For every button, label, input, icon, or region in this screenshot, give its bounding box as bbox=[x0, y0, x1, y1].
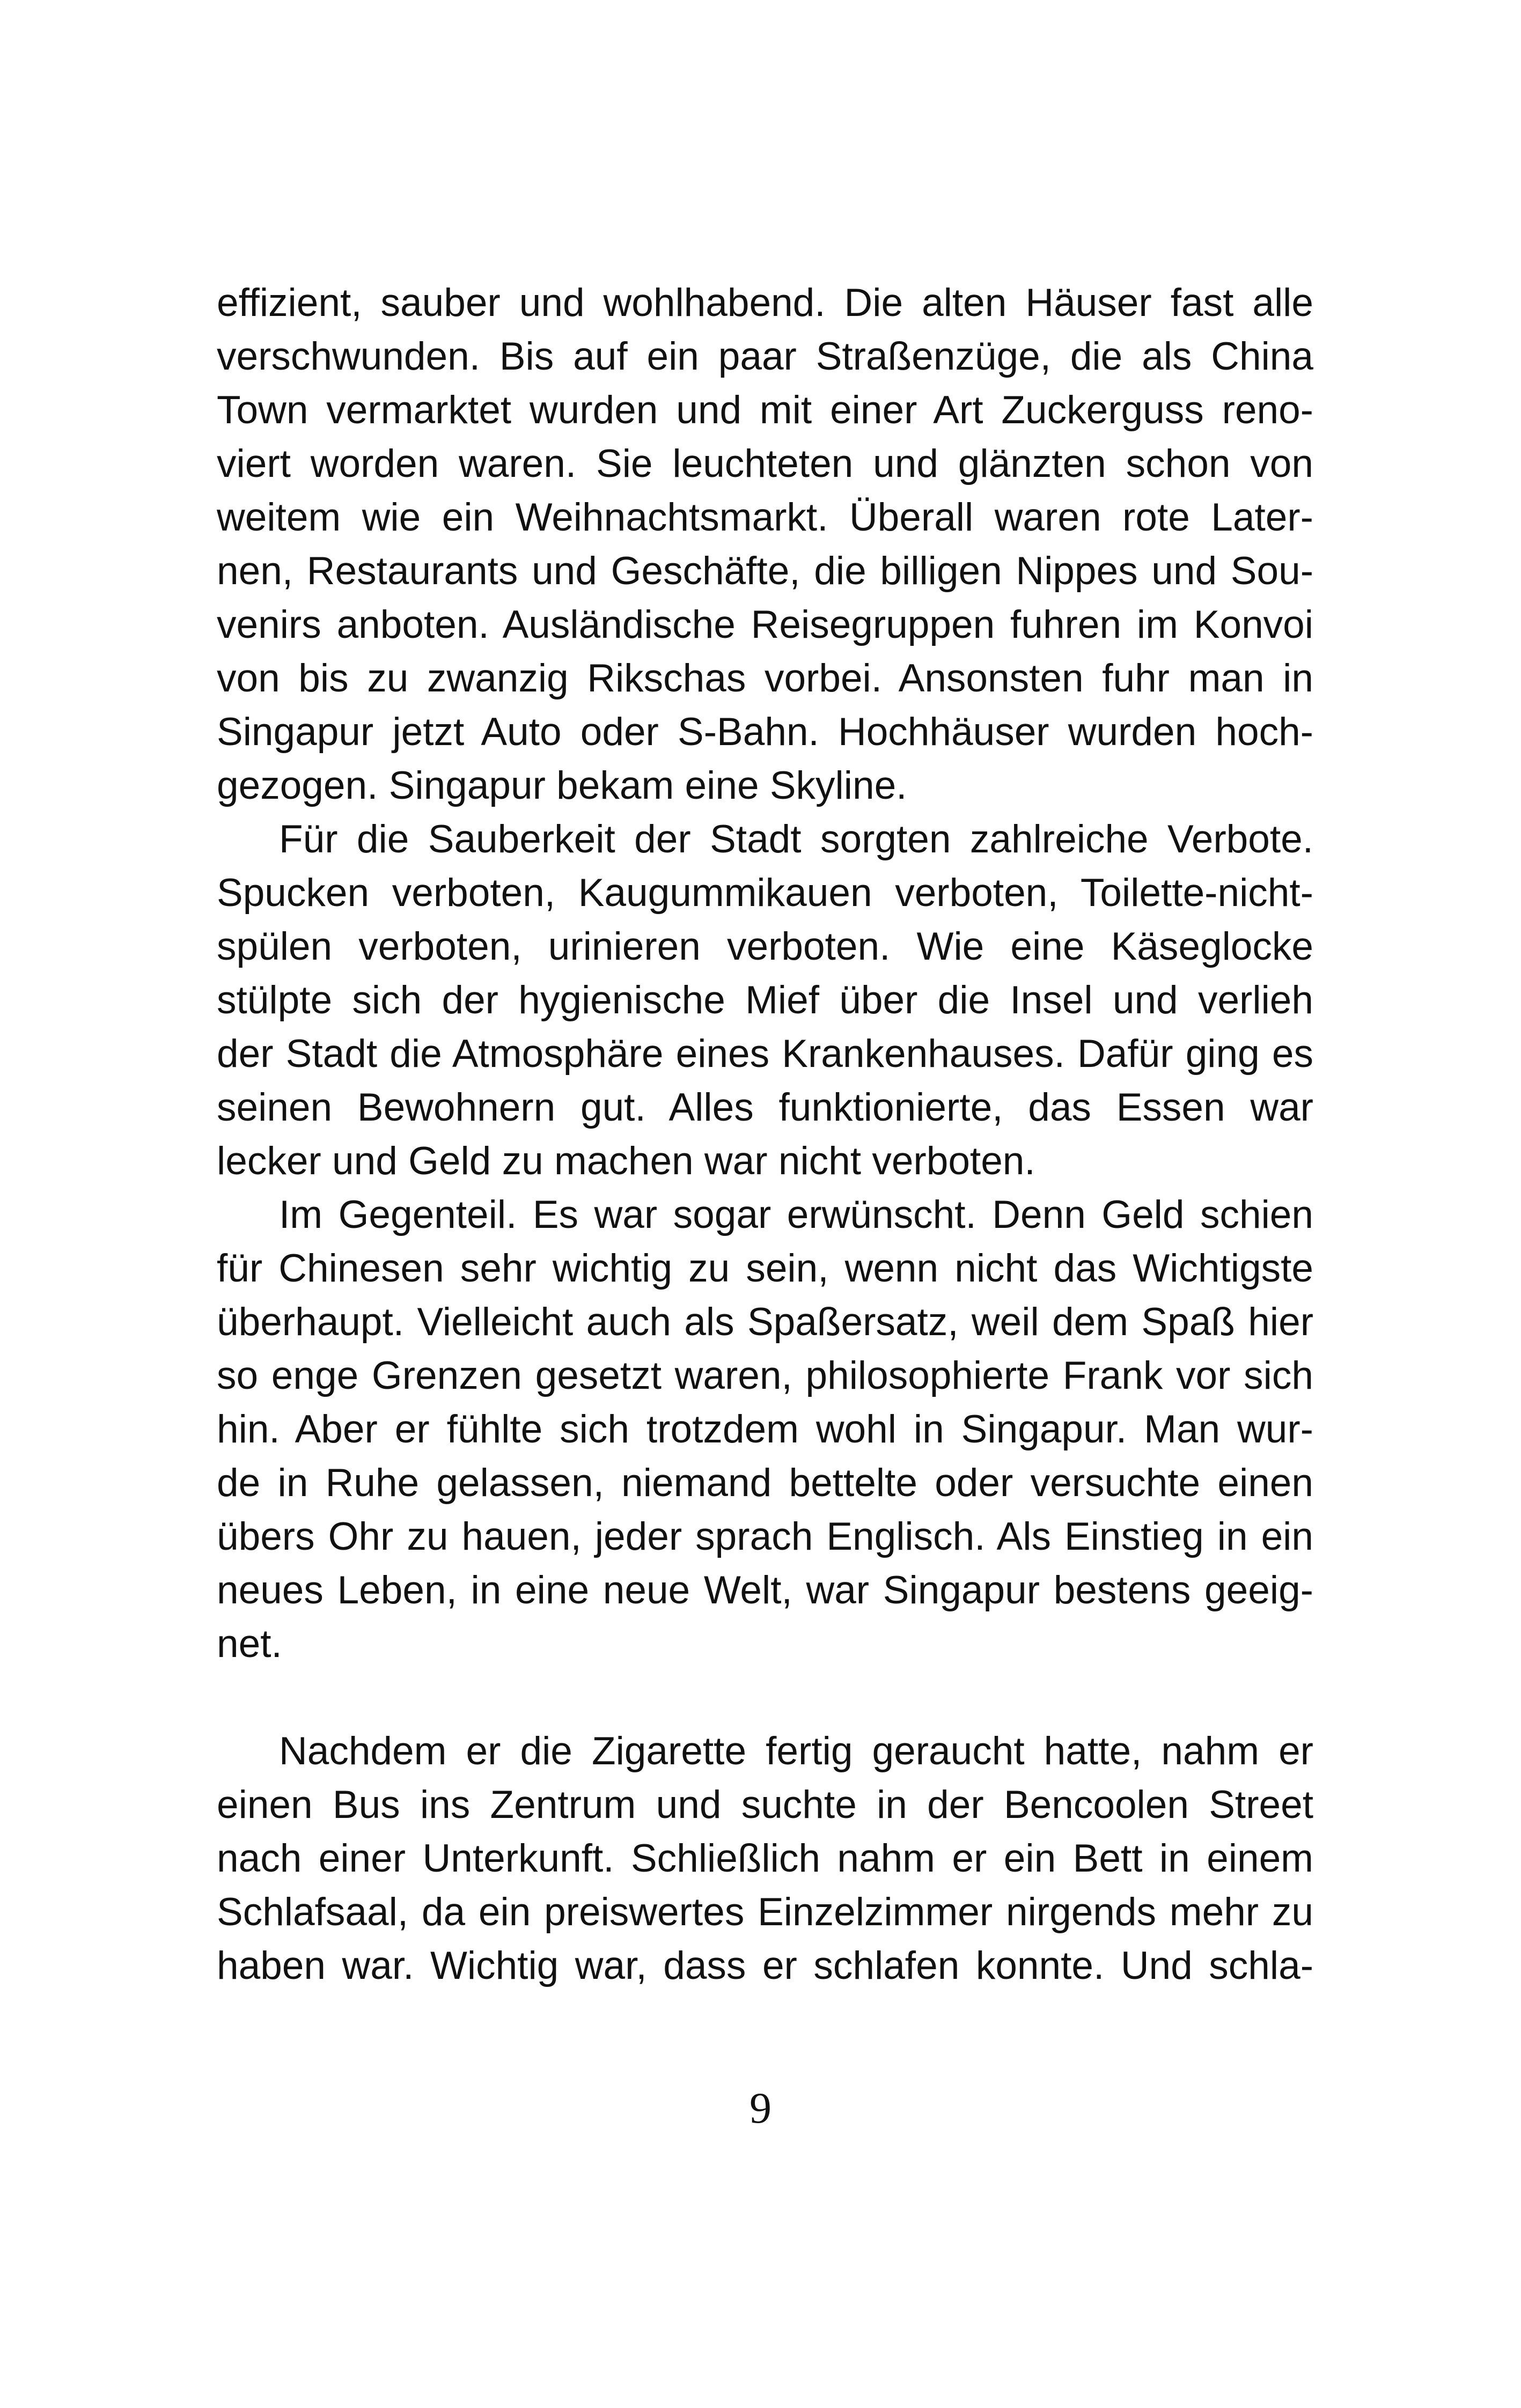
text-line: einen Bus ins Zentrum und suchte in der Bencoolen Street bbox=[217, 1783, 1313, 1827]
text-line: Im Gegenteil. Es war sogar erwünscht. Denn Geld schien bbox=[279, 1193, 1313, 1236]
text-line: Schlafsaal, da ein preiswertes Einzelzimmer nirgends mehr zu bbox=[217, 1890, 1313, 1934]
text-line: Nachdem er die Zigarette fertig geraucht hatte, nahm er bbox=[279, 1729, 1313, 1773]
text-line: de in Ruhe gelassen, niemand bettelte oder versuchte einen bbox=[217, 1461, 1313, 1505]
text-line: nen, Restaurants und Geschäfte, die billigen Nippes und Sou- bbox=[217, 549, 1313, 593]
section-break bbox=[217, 1671, 1313, 1725]
text-line: der Stadt die Atmosphäre eines Krankenhauses. Dafür ging es bbox=[217, 1032, 1313, 1076]
paragraph-3 bbox=[217, 1188, 1313, 1671]
text-line: haben war. Wichtig war, dass er schlafen konnte. Und schla- bbox=[217, 1944, 1313, 1987]
text-line: viert worden waren. Sie leuchteten und glänzten schon von bbox=[217, 442, 1313, 485]
body-text bbox=[217, 276, 1313, 1993]
text-line: weitem wie ein Weihnachtsmarkt. Überall waren rote Later- bbox=[217, 496, 1313, 539]
text-line: spülen verboten, urinieren verboten. Wie eine Käseglocke bbox=[217, 925, 1313, 968]
paragraph-2 bbox=[217, 813, 1313, 1188]
text-line: nach einer Unterkunft. Schließlich nahm er ein Bett in einem bbox=[217, 1837, 1313, 1880]
text-line: gezogen. Singapur bekam eine Skyline. bbox=[217, 764, 907, 807]
text-line: von bis zu zwanzig Rikschas vorbei. Ansonsten fuhr man in bbox=[217, 657, 1313, 700]
text-line: Spucken verboten, Kaugummikauen verboten, Toilette-nicht- bbox=[217, 871, 1313, 915]
text-line: seinen Bewohnern gut. Alles funktionierte, das Essen war bbox=[217, 1086, 1313, 1129]
text-line: Singapur jetzt Auto oder S-Bahn. Hochhäuser wurden hoch- bbox=[217, 710, 1313, 754]
text-line: Für die Sauberkeit der Stadt sorgten zahlreiche Verbote. bbox=[279, 818, 1313, 861]
text-line: venirs anboten. Ausländische Reisegruppen fuhren im Konvoi bbox=[217, 603, 1313, 646]
text-line: neues Leben, in eine neue Welt, war Singapur bestens geeig- bbox=[217, 1568, 1313, 1612]
text-line: lecker und Geld zu machen war nicht verboten. bbox=[217, 1139, 1035, 1183]
text-line: stülpte sich der hygienische Mief über die Insel und verlieh bbox=[217, 978, 1313, 1022]
text-line: hin. Aber er fühlte sich trotzdem wohl in Singapur. Man wur- bbox=[217, 1408, 1313, 1451]
text-line: so enge Grenzen gesetzt waren, philosophierte Frank vor sich bbox=[217, 1354, 1313, 1397]
text-line: verschwunden. Bis auf ein paar Straßenzüge, die als China bbox=[217, 335, 1313, 378]
paragraph-4 bbox=[217, 1725, 1313, 1993]
text-line: für Chinesen sehr wichtig zu sein, wenn nicht das Wichtigste bbox=[217, 1247, 1313, 1290]
text-line: Town vermarktet wurden und mit einer Art Zuckerguss reno- bbox=[217, 388, 1313, 432]
text-line: effizient, sauber und wohlhabend. Die alten Häuser fast alle bbox=[217, 281, 1313, 325]
paragraph-1 bbox=[217, 276, 1313, 813]
text-line: net. bbox=[217, 1622, 282, 1666]
text-line: überhaupt. Vielleicht auch als Spaßersatz, weil dem Spaß hier bbox=[217, 1300, 1313, 1344]
text-line: übers Ohr zu hauen, jeder sprach Englisch. Als Einstieg in ein bbox=[217, 1515, 1313, 1558]
page-number: 9 bbox=[750, 2083, 771, 2132]
